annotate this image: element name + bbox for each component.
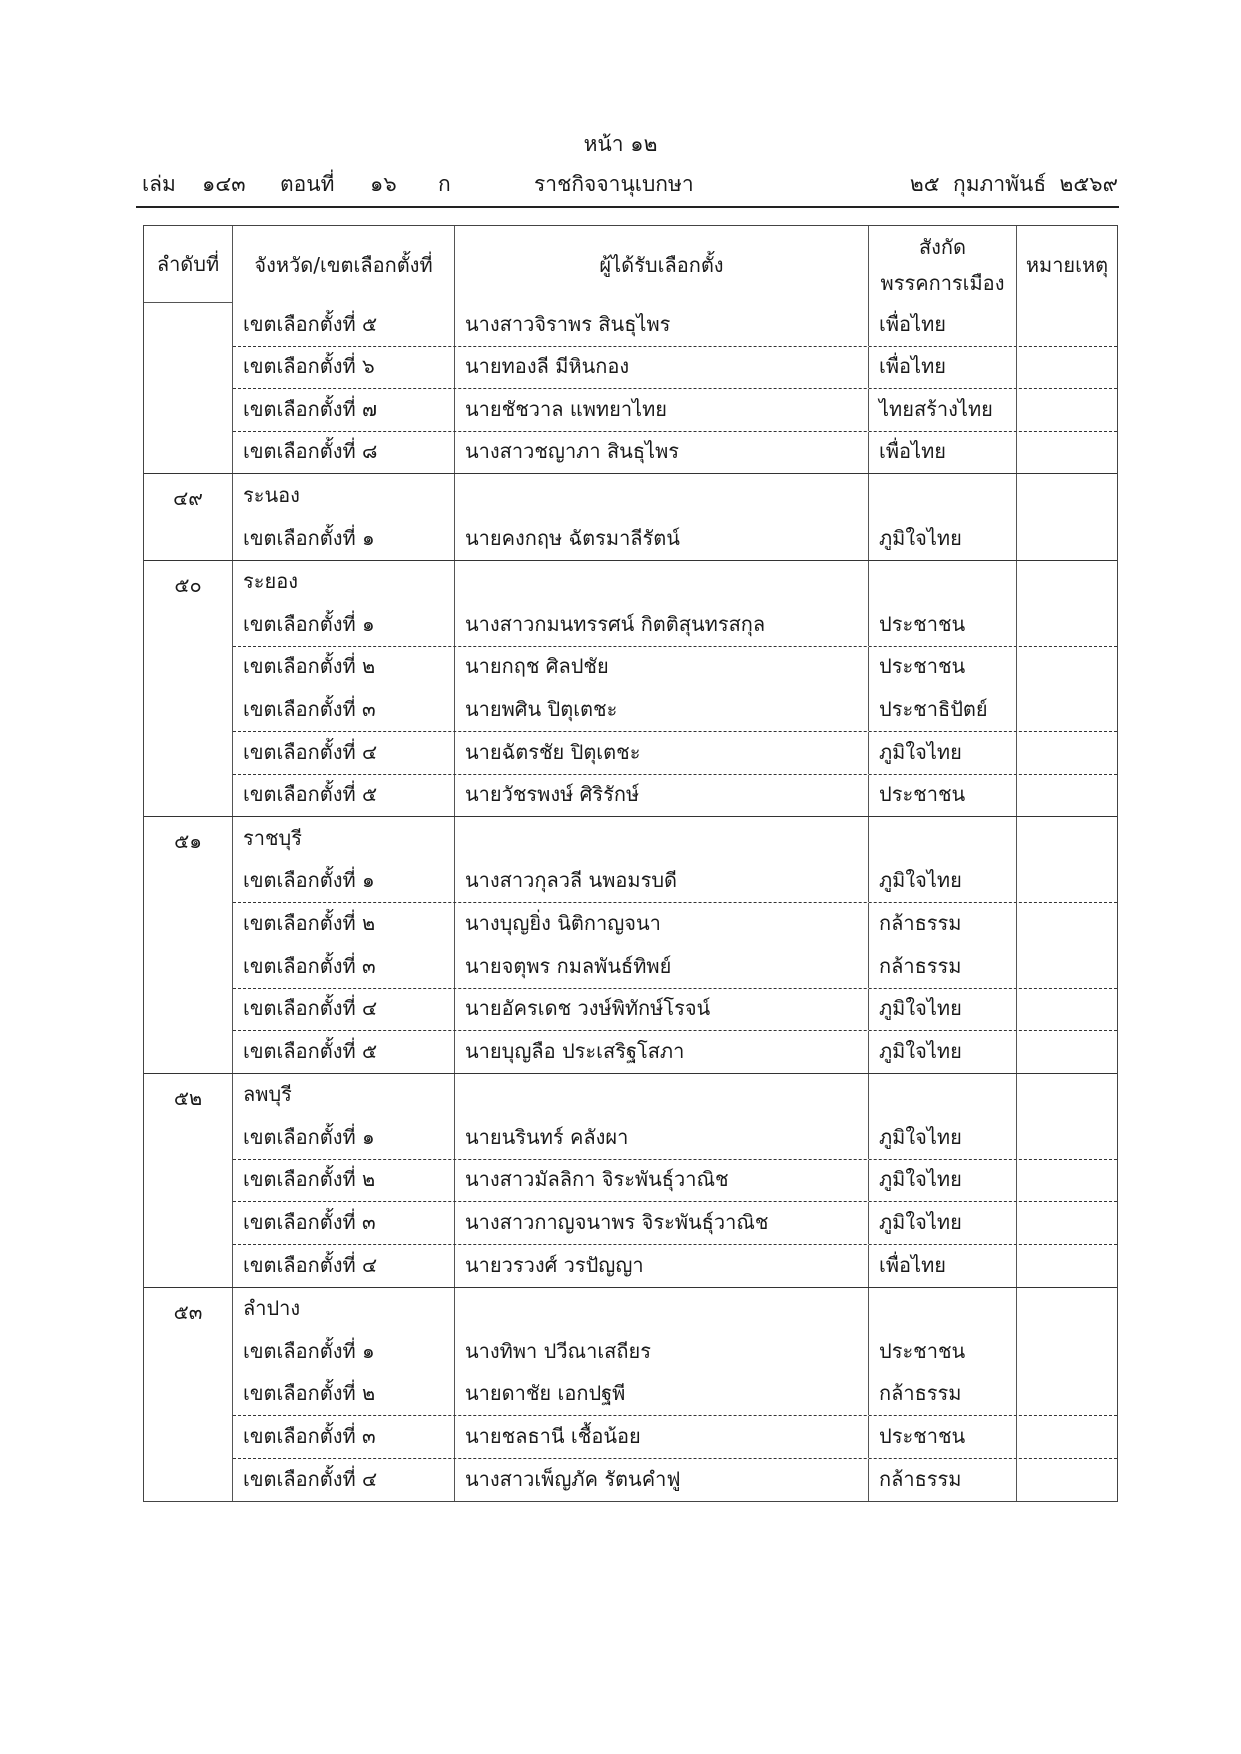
party-name: ประชาชน [869, 1330, 1017, 1373]
table-row [233, 774, 1117, 817]
elected-name: นายดาชัย เอกปฐพี [455, 1373, 869, 1416]
gazette-header [142, 168, 1118, 204]
table-row [233, 1373, 1117, 1416]
order-number: ๕๓ [144, 1288, 233, 1501]
district-cell: เขตเลือกตั้งที่ ๔ [233, 1459, 455, 1501]
elected-name: นายกฤช ศิลปชัย [455, 647, 869, 689]
remark-cell [1017, 1416, 1117, 1458]
remark-cell [1017, 1031, 1117, 1073]
province-section [144, 560, 1117, 817]
province-name: ราชบุรี [233, 817, 455, 860]
district-cell: เขตเลือกตั้งที่ ๕ [233, 1031, 455, 1073]
party-name: เพื่อไทย [869, 1245, 1017, 1287]
header-remarks: หมายเหตุ [1025, 252, 1109, 277]
district-cell: เขตเลือกตั้งที่ ๓ [233, 1416, 455, 1458]
elected-name: นางบุญยิ่ง นิติกาญจนา [455, 903, 869, 945]
district-cell: เขตเลือกตั้งที่ ๖ [233, 347, 455, 389]
remark-cell [1017, 1202, 1117, 1244]
district-cell: เขตเลือกตั้งที่ ๒ [233, 1160, 455, 1202]
volume-label: เล่ม [142, 172, 176, 196]
district-cell: เขตเลือกตั้งที่ ๓ [233, 945, 455, 988]
elected-name: นายชลธานี เชื้อน้อย [455, 1416, 869, 1458]
party-name: ภูมิใจไทย [869, 1160, 1017, 1202]
remark-cell [1017, 561, 1117, 604]
province-row [233, 474, 1117, 517]
remark-cell [1017, 989, 1117, 1031]
province-section [144, 816, 1117, 1073]
district-cell: เขตเลือกตั้งที่ ๑ [233, 1330, 455, 1373]
remark-cell [1017, 1245, 1117, 1287]
elected-cell [455, 817, 869, 860]
party-name: ภูมิใจไทย [869, 1031, 1017, 1073]
remark-cell [1017, 347, 1117, 389]
party-name: ประชาธิปัตย์ [869, 688, 1017, 731]
elected-name: นายพศิน ปิตุเตชะ [455, 688, 869, 731]
elected-cell [455, 1288, 869, 1331]
party-name: เพื่อไทย [869, 303, 1017, 346]
district-cell: เขตเลือกตั้งที่ ๔ [233, 732, 455, 774]
remark-cell [1017, 389, 1117, 431]
district-cell: เขตเลือกตั้งที่ ๕ [233, 303, 455, 346]
district-cell: เขตเลือกตั้งที่ ๔ [233, 1245, 455, 1287]
district-cell: เขตเลือกตั้งที่ ๕ [233, 775, 455, 817]
elected-cell [455, 474, 869, 517]
party-name: เพื่อไทย [869, 347, 1017, 389]
province-row [233, 561, 1117, 604]
elected-name: นายทองลี มีหินกอง [455, 347, 869, 389]
header-order: ลำดับที่ [144, 226, 233, 303]
remark-cell [1017, 517, 1117, 560]
header-party [869, 226, 1017, 303]
party-name: เพื่อไทย [869, 432, 1017, 474]
district-cell: เขตเลือกตั้งที่ ๓ [233, 1202, 455, 1244]
district-cell: เขตเลือกตั้งที่ ๒ [233, 647, 455, 689]
remark-cell [1017, 860, 1117, 903]
party-name: ประชาชน [869, 603, 1017, 646]
province-row [233, 1288, 1117, 1331]
elected-name: นางสาวมัลลิกา จิระพันธุ์วาณิช [455, 1160, 869, 1202]
elected-name: นายนรินทร์ คลังผา [455, 1116, 869, 1159]
district-cell: เขตเลือกตั้งที่ ๓ [233, 688, 455, 731]
remark-cell [1017, 688, 1117, 731]
party-name: ภูมิใจไทย [869, 1202, 1017, 1244]
district-cell: เขตเลือกตั้งที่ ๑ [233, 517, 455, 560]
province-row [233, 817, 1117, 860]
elected-name: นายอัครเดช วงษ์พิทักษ์โรจน์ [455, 989, 869, 1031]
party-name: กล้าธรรม [869, 1459, 1017, 1501]
elected-name: นางทิพา ปวีณาเสถียร [455, 1330, 869, 1373]
district-cell: เขตเลือกตั้งที่ ๒ [233, 903, 455, 945]
district-cell: เขตเลือกตั้งที่ ๑ [233, 1116, 455, 1159]
remark-cell [1017, 1074, 1117, 1117]
page-number: หน้า ๑๒ [583, 132, 658, 156]
elected-cell [455, 561, 869, 604]
province-section [144, 1073, 1117, 1287]
district-cell: เขตเลือกตั้งที่ ๑ [233, 603, 455, 646]
table-row [233, 688, 1117, 731]
remark-cell [1017, 775, 1117, 817]
province-name: ระนอง [233, 474, 455, 517]
party-name: ไทยสร้างไทย [869, 389, 1017, 431]
table-row [233, 1030, 1117, 1073]
province-section [144, 303, 1117, 473]
publication-date: ๒๕ กุมภาพันธ์ ๒๕๖๙ [909, 172, 1118, 196]
table-row [233, 603, 1117, 646]
remark-cell [1017, 432, 1117, 474]
table-row [233, 1415, 1117, 1458]
table-row [233, 431, 1117, 474]
remark-cell [1017, 1116, 1117, 1159]
district-cell: เขตเลือกตั้งที่ ๒ [233, 1373, 455, 1416]
elected-name: นายวัชรพงษ์ ศิริรักษ์ [455, 775, 869, 817]
party-name: ภูมิใจไทย [869, 517, 1017, 560]
publication-title: ราชกิจจานุเบกษา [534, 172, 694, 196]
elected-members-table [143, 225, 1118, 1502]
table-row [233, 388, 1117, 431]
elected-name: นายบุญลือ ประเสริฐโสภา [455, 1031, 869, 1073]
remark-cell [1017, 1373, 1117, 1416]
table-row [233, 988, 1117, 1031]
table-row [233, 517, 1117, 560]
issue-number: ๑๖ [370, 172, 397, 196]
party-name: กล้าธรรม [869, 945, 1017, 988]
table-row [233, 860, 1117, 903]
party-name: กล้าธรรม [869, 1373, 1017, 1416]
header-province-district: จังหวัด/เขตเลือกตั้งที่ [233, 226, 455, 303]
elected-name: นางสาวกุลวลี นพอมรบดี [455, 860, 869, 903]
header-party-line2: พรรคการเมือง [880, 270, 1005, 295]
remark-cell [1017, 1459, 1117, 1501]
table-row [233, 902, 1117, 945]
district-cell: เขตเลือกตั้งที่ ๑ [233, 860, 455, 903]
remark-cell [1017, 1288, 1117, 1331]
remark-cell [1017, 945, 1117, 988]
district-cell: เขตเลือกตั้งที่ ๗ [233, 389, 455, 431]
header-rule [136, 206, 1119, 208]
party-name: ภูมิใจไทย [869, 1116, 1017, 1159]
province-section [144, 1287, 1117, 1501]
elected-cell [455, 1074, 869, 1117]
party-cell [869, 561, 1017, 604]
elected-name: นางสาวกมนทรรศน์ กิตติสุนทรสกุล [455, 603, 869, 646]
elected-name: นางสาวชญาภา สินธุไพร [455, 432, 869, 474]
table-row [233, 1330, 1117, 1373]
table-row [233, 346, 1117, 389]
table-row [233, 1201, 1117, 1244]
elected-name: นางสาวกาญจนาพร จิระพันธุ์วาณิช [455, 1202, 869, 1244]
table-row [233, 1458, 1117, 1501]
remark-cell [1017, 474, 1117, 517]
party-cell [869, 817, 1017, 860]
header-elected: ผู้ได้รับเลือกตั้ง [455, 226, 869, 303]
province-name: ระยอง [233, 561, 455, 604]
party-cell [869, 1074, 1017, 1117]
elected-name: นางสาวจิราพร สินธุไพร [455, 303, 869, 346]
province-section [144, 473, 1117, 559]
party-name: ภูมิใจไทย [869, 989, 1017, 1031]
party-cell [869, 1288, 1017, 1331]
remark-cell [1017, 1160, 1117, 1202]
district-cell: เขตเลือกตั้งที่ ๘ [233, 432, 455, 474]
table-row [233, 1159, 1117, 1202]
province-name: ลพบุรี [233, 1074, 455, 1117]
province-row [233, 1074, 1117, 1117]
remark-cell [1017, 647, 1117, 689]
table-row [233, 1116, 1117, 1159]
district-cell: เขตเลือกตั้งที่ ๔ [233, 989, 455, 1031]
remark-cell [1017, 603, 1117, 646]
elected-name: นายฉัตรชัย ปิตุเตชะ [455, 732, 869, 774]
party-name: ภูมิใจไทย [869, 860, 1017, 903]
party-name: กล้าธรรม [869, 903, 1017, 945]
remark-cell [1017, 1330, 1117, 1373]
order-number [144, 303, 233, 473]
province-name: ลำปาง [233, 1288, 455, 1331]
party-name: ประชาชน [869, 775, 1017, 817]
remark-cell [1017, 303, 1117, 346]
table-row [233, 731, 1117, 774]
order-number: ๕๑ [144, 817, 233, 1073]
table-row [233, 1244, 1117, 1287]
order-number: ๔๙ [144, 474, 233, 559]
table-row [233, 646, 1117, 689]
elected-name: นายชัชวาล แพทยาไทย [455, 389, 869, 431]
table-row [233, 945, 1117, 988]
table-header [144, 226, 1117, 303]
elected-name: นางสาวเพ็ญภัค รัตนคำฟู [455, 1459, 869, 1501]
header-party-line1: สังกัด [918, 234, 967, 259]
order-number: ๕๐ [144, 561, 233, 817]
table-body [144, 303, 1117, 1501]
party-name: ประชาชน [869, 1416, 1017, 1458]
issue-label: ตอนที่ [280, 172, 335, 196]
remark-cell [1017, 732, 1117, 774]
party-name: ประชาชน [869, 647, 1017, 689]
party-name: ภูมิใจไทย [869, 732, 1017, 774]
party-cell [869, 474, 1017, 517]
issue-section: ก [438, 172, 451, 196]
elected-name: นายวรวงศ์ วรปัญญา [455, 1245, 869, 1287]
order-number: ๕๒ [144, 1074, 233, 1287]
elected-name: นายจตุพร กมลพันธ์ทิพย์ [455, 945, 869, 988]
elected-name: นายคงกฤษ ฉัตรมาลีรัตน์ [455, 517, 869, 560]
table-row [233, 303, 1117, 346]
remark-cell [1017, 903, 1117, 945]
remark-cell [1017, 817, 1117, 860]
volume-number: ๑๔๓ [202, 172, 246, 196]
